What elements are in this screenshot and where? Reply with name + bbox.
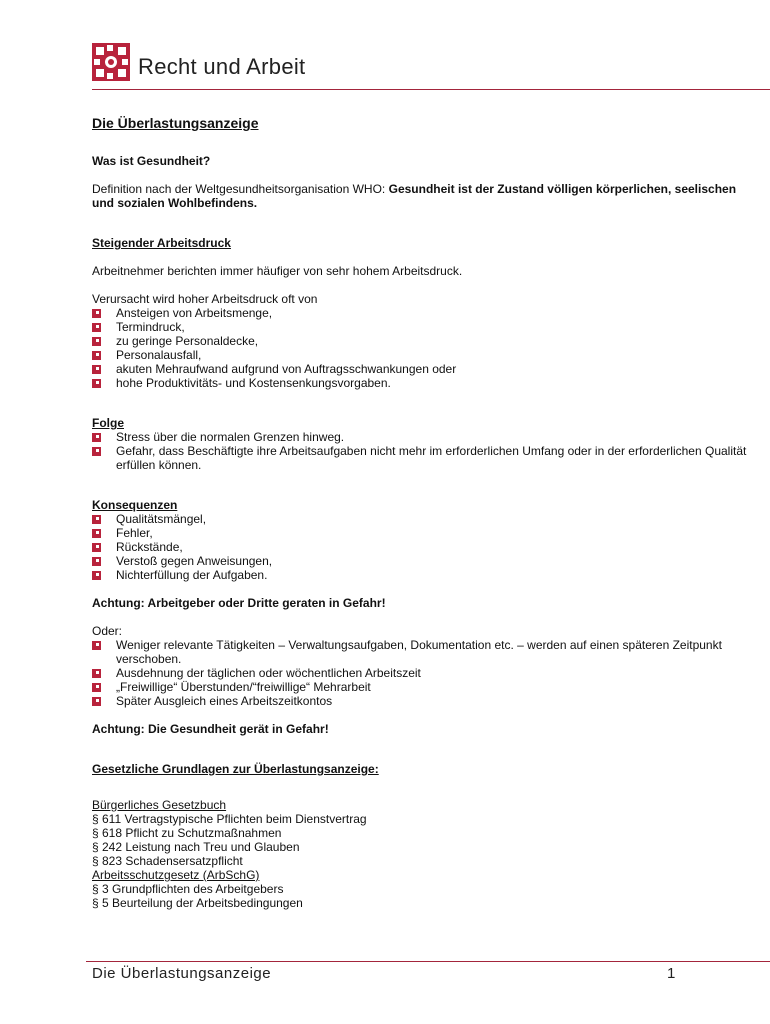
list-item: Fehler,	[92, 526, 757, 540]
bullet-icon	[92, 351, 101, 360]
who-definition-bold: Gesundheit ist der Zustand völligen körperlichen, seelischen und sozialen Wohlbefindens.	[92, 182, 737, 210]
bullet-icon	[92, 515, 101, 524]
footer-divider	[86, 961, 770, 962]
who-definition-intro: Definition nach der Weltgesundheitsorganisation WHO:	[92, 182, 389, 196]
pressure-paragraph: Arbeitnehmer berichten immer häufiger von sehr hohem Arbeitsdruck.	[92, 264, 463, 278]
consequences-list	[92, 512, 757, 582]
brand-name: Recht und Arbeit	[138, 54, 306, 79]
bullet-icon	[92, 697, 101, 706]
legal-list	[92, 798, 757, 910]
list-item: akuten Mehraufwand aufgrund von Auftragsschwankungen oder	[92, 362, 757, 376]
list-item: Rückstände,	[92, 540, 757, 554]
list-item: Personalausfall,	[92, 348, 757, 362]
list-item: hohe Produktivitäts- und Kostensenkungsvorgaben.	[92, 376, 757, 390]
list-item: Gefahr, dass Beschäftigte ihre Arbeitsaufgaben nicht mehr im erforderlichen Umfang oder in der erforderlichen Qualität erfüllen können.	[92, 444, 757, 472]
list-item: zu geringe Personaldecke,	[92, 334, 757, 348]
list-item: Weniger relevante Tätigkeiten – Verwaltungsaufgaben, Dokumentation etc. – werden auf einen späteren Zeitpunkt verschoben.	[92, 638, 757, 666]
list-item: Später Ausgleich eines Arbeitszeitkontos	[92, 694, 757, 708]
law-paragraph: § 242 Leistung nach Treu und Glauben	[92, 840, 300, 854]
section-heading-legal: Gesetzliche Grundlagen zur Überlastungsanzeige:	[92, 762, 379, 776]
section-heading-health: Was ist Gesundheit?	[92, 154, 211, 168]
list-item: Nichterfüllung der Aufgaben.	[92, 568, 757, 582]
gear-puzzle-icon	[92, 43, 130, 81]
page-number: 1	[667, 965, 676, 982]
section-heading-consequence: Folge	[92, 416, 124, 430]
page-title: Die Überlastungsanzeige	[92, 115, 259, 131]
bullet-icon	[92, 309, 101, 318]
law-paragraph: § 3 Grundpflichten des Arbeitgebers	[92, 882, 284, 896]
section-heading-consequences: Konsequenzen	[92, 498, 178, 512]
oder-label: Oder:	[92, 624, 123, 638]
bullet-icon	[92, 365, 101, 374]
warning-health: Achtung: Die Gesundheit gerät in Gefahr!	[92, 722, 329, 736]
bullet-icon	[92, 529, 101, 538]
list-item: Verstoß gegen Anweisungen,	[92, 554, 757, 568]
bullet-icon	[92, 337, 101, 346]
bullet-icon	[92, 641, 101, 650]
consequence-list	[92, 430, 757, 472]
bullet-icon	[92, 557, 101, 566]
list-item: Termindruck,	[92, 320, 757, 334]
causes-list	[92, 306, 757, 390]
bullet-icon	[92, 543, 101, 552]
bullet-icon	[92, 433, 101, 442]
law-paragraph: § 611 Vertragstypische Pflichten beim Dienstvertrag	[92, 812, 367, 826]
bullet-icon	[92, 669, 101, 678]
law-title-bgb: Bürgerliches Gesetzbuch	[92, 798, 227, 812]
footer-title: Die Überlastungsanzeige	[92, 965, 272, 982]
warning-employer: Achtung: Arbeitgeber oder Dritte geraten in Gefahr!	[92, 596, 386, 610]
list-item: Qualitätsmängel,	[92, 512, 757, 526]
bullet-icon	[92, 683, 101, 692]
list-item: Ansteigen von Arbeitsmenge,	[92, 306, 757, 320]
law-title-arbschg: Arbeitsschutzgesetz (ArbSchG)	[92, 868, 260, 882]
header-divider	[92, 89, 770, 90]
list-item: „Freiwillige“ Überstunden/“freiwillige“ Mehrarbeit	[92, 680, 757, 694]
list-item: Stress über die normalen Grenzen hinweg.	[92, 430, 757, 444]
law-paragraph: § 823 Schadensersatzpflicht	[92, 854, 243, 868]
document-body	[92, 114, 757, 910]
alternatives-list	[92, 638, 757, 708]
pressure-causes-intro: Verursacht wird hoher Arbeitsdruck oft von	[92, 292, 318, 306]
bullet-icon	[92, 379, 101, 388]
list-item: Ausdehnung der täglichen oder wöchentlichen Arbeitszeit	[92, 666, 757, 680]
who-definition	[92, 182, 757, 210]
law-paragraph: § 5 Beurteilung der Arbeitsbedingungen	[92, 896, 303, 910]
bullet-icon	[92, 447, 101, 456]
law-paragraph: § 618 Pflicht zu Schutzmaßnahmen	[92, 826, 282, 840]
bullet-icon	[92, 571, 101, 580]
section-heading-pressure: Steigender Arbeitsdruck	[92, 236, 231, 250]
bullet-icon	[92, 323, 101, 332]
